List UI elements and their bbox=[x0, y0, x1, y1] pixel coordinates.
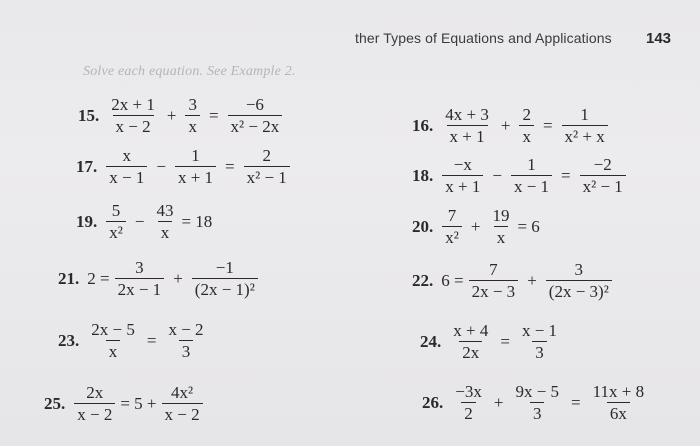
numerator: 19 bbox=[492, 206, 510, 225]
problem-24 bbox=[420, 322, 563, 362]
numerator: 2x + 1 bbox=[111, 95, 155, 114]
fraction bbox=[106, 202, 126, 242]
numerator: 2 bbox=[522, 105, 531, 124]
denominator: x bbox=[106, 340, 121, 361]
fraction bbox=[546, 261, 612, 301]
denominator: (2x − 3)² bbox=[546, 280, 612, 301]
numerator: 3 bbox=[188, 95, 197, 114]
numerator: −x bbox=[453, 155, 472, 174]
numerator: 5 bbox=[111, 201, 121, 220]
fraction bbox=[185, 96, 200, 136]
problem-number: 26. bbox=[422, 392, 444, 412]
numerator: 3 bbox=[574, 260, 584, 279]
denominator: 6x bbox=[607, 402, 630, 423]
fraction bbox=[175, 147, 216, 187]
fraction bbox=[442, 207, 462, 247]
problem-number: 18. bbox=[412, 165, 434, 185]
fraction bbox=[562, 106, 608, 146]
fraction bbox=[108, 96, 158, 136]
denominator: x² − 1 bbox=[244, 166, 290, 187]
numerator: x − 1 bbox=[521, 321, 558, 340]
denominator: x − 1 bbox=[511, 175, 552, 196]
fraction bbox=[442, 156, 483, 196]
problem-number: 25. bbox=[44, 393, 66, 413]
operator: + bbox=[527, 270, 537, 290]
denominator: x − 2 bbox=[74, 403, 115, 424]
problem-number: 20. bbox=[412, 216, 434, 236]
numerator: 1 bbox=[191, 146, 200, 165]
left-side: 6 = bbox=[441, 270, 464, 290]
denominator: x bbox=[185, 115, 200, 136]
numerator: 1 bbox=[580, 105, 589, 124]
numerator: −1 bbox=[215, 258, 234, 277]
fraction bbox=[115, 259, 165, 299]
problem-15 bbox=[78, 96, 285, 136]
equals-sign: = bbox=[542, 115, 553, 135]
problem-number: 23. bbox=[58, 330, 80, 350]
fraction bbox=[74, 384, 115, 424]
equals-sign: = bbox=[561, 165, 571, 185]
numerator: 43 bbox=[156, 201, 174, 220]
problem-number: 19. bbox=[76, 211, 98, 231]
denominator: 2x bbox=[459, 341, 482, 362]
problem-number: 16. bbox=[412, 115, 434, 135]
problem-17 bbox=[76, 147, 293, 187]
problem-25 bbox=[44, 384, 206, 424]
right-side: = 6 bbox=[517, 216, 540, 236]
denominator: x bbox=[494, 226, 509, 247]
fraction bbox=[165, 321, 206, 361]
page-number: 143 bbox=[646, 30, 672, 47]
operator: − bbox=[134, 211, 145, 231]
denominator: x − 2 bbox=[162, 403, 203, 424]
fraction bbox=[450, 322, 491, 362]
denominator: 3 bbox=[532, 341, 547, 362]
numerator: 2 bbox=[262, 146, 271, 165]
equals-sign: = bbox=[571, 392, 581, 412]
middle-term: = 5 + bbox=[120, 393, 157, 413]
fraction bbox=[244, 147, 290, 187]
problem-22 bbox=[412, 261, 615, 301]
fraction bbox=[590, 383, 647, 423]
equals-sign: = bbox=[225, 156, 235, 176]
problem-number: 21. bbox=[58, 268, 80, 288]
fraction bbox=[489, 207, 512, 247]
numerator: x + 4 bbox=[453, 321, 489, 340]
operator: + bbox=[470, 216, 481, 236]
operator: − bbox=[156, 156, 166, 176]
numerator: 7 bbox=[447, 206, 457, 225]
denominator: 2x − 3 bbox=[469, 280, 519, 301]
denominator: x² bbox=[106, 221, 126, 242]
operator: + bbox=[493, 392, 504, 412]
numerator: 11x + 8 bbox=[592, 382, 645, 401]
problem-number: 17. bbox=[76, 156, 98, 176]
operator: + bbox=[166, 105, 177, 125]
fraction bbox=[511, 156, 552, 196]
equals-sign: = bbox=[500, 331, 510, 351]
fraction bbox=[519, 322, 560, 362]
problem-19 bbox=[76, 202, 214, 242]
instructions: Solve each equation. See Example 2. bbox=[83, 64, 296, 79]
running-header: ther Types of Equations and Applications bbox=[355, 30, 612, 46]
operator: − bbox=[492, 165, 502, 185]
numerator: 9x − 5 bbox=[515, 382, 560, 401]
denominator: x + 1 bbox=[175, 166, 216, 187]
problem-number: 22. bbox=[412, 270, 434, 290]
problem-23 bbox=[58, 321, 210, 361]
numerator: x bbox=[122, 146, 132, 165]
denominator: 3 bbox=[530, 402, 545, 423]
left-side: 2 = bbox=[87, 268, 110, 288]
fraction bbox=[162, 384, 203, 424]
numerator: x − 2 bbox=[168, 320, 204, 339]
fraction bbox=[452, 383, 485, 423]
numerator: 4x + 3 bbox=[445, 105, 489, 124]
fraction bbox=[106, 147, 147, 187]
problem-number: 24. bbox=[420, 331, 442, 351]
denominator: (2x − 1)² bbox=[192, 278, 258, 299]
denominator: x bbox=[519, 125, 534, 146]
equals-sign: = bbox=[146, 330, 157, 350]
fraction bbox=[88, 321, 138, 361]
denominator: x² + x bbox=[562, 125, 608, 146]
denominator: 2x − 1 bbox=[115, 278, 165, 299]
numerator: 4x² bbox=[171, 383, 194, 402]
operator: + bbox=[173, 268, 183, 288]
numerator: 7 bbox=[489, 260, 498, 279]
problem-18 bbox=[412, 156, 629, 196]
denominator: x − 1 bbox=[106, 166, 147, 187]
fraction bbox=[192, 259, 258, 299]
numerator: −2 bbox=[593, 155, 612, 174]
denominator: x + 1 bbox=[442, 175, 483, 196]
problem-21 bbox=[58, 259, 261, 299]
numerator: −3x bbox=[455, 382, 482, 401]
operator: + bbox=[500, 115, 511, 135]
numerator: 2x bbox=[86, 383, 104, 402]
fraction bbox=[580, 156, 626, 196]
fraction bbox=[512, 383, 562, 423]
denominator: 3 bbox=[179, 340, 194, 361]
denominator: x² − 1 bbox=[580, 175, 626, 196]
denominator: x − 2 bbox=[113, 115, 154, 136]
fraction bbox=[469, 261, 519, 301]
numerator: 1 bbox=[527, 155, 536, 174]
problem-number: 15. bbox=[78, 105, 100, 125]
numerator: 2x − 5 bbox=[91, 320, 135, 339]
problem-20 bbox=[412, 207, 542, 247]
numerator: 3 bbox=[135, 258, 144, 277]
problem-26 bbox=[422, 383, 650, 423]
fraction bbox=[519, 106, 534, 146]
fraction bbox=[153, 202, 176, 242]
denominator: 2 bbox=[461, 402, 476, 423]
equals-sign: = bbox=[208, 105, 219, 125]
denominator: x + 1 bbox=[447, 125, 488, 146]
problem-16 bbox=[412, 106, 611, 146]
fraction bbox=[228, 96, 283, 136]
denominator: x bbox=[158, 221, 173, 242]
denominator: x² bbox=[442, 226, 462, 247]
numerator: −6 bbox=[245, 95, 264, 114]
fraction bbox=[442, 106, 492, 146]
right-side: = 18 bbox=[181, 211, 213, 231]
denominator: x² − 2x bbox=[228, 115, 283, 136]
